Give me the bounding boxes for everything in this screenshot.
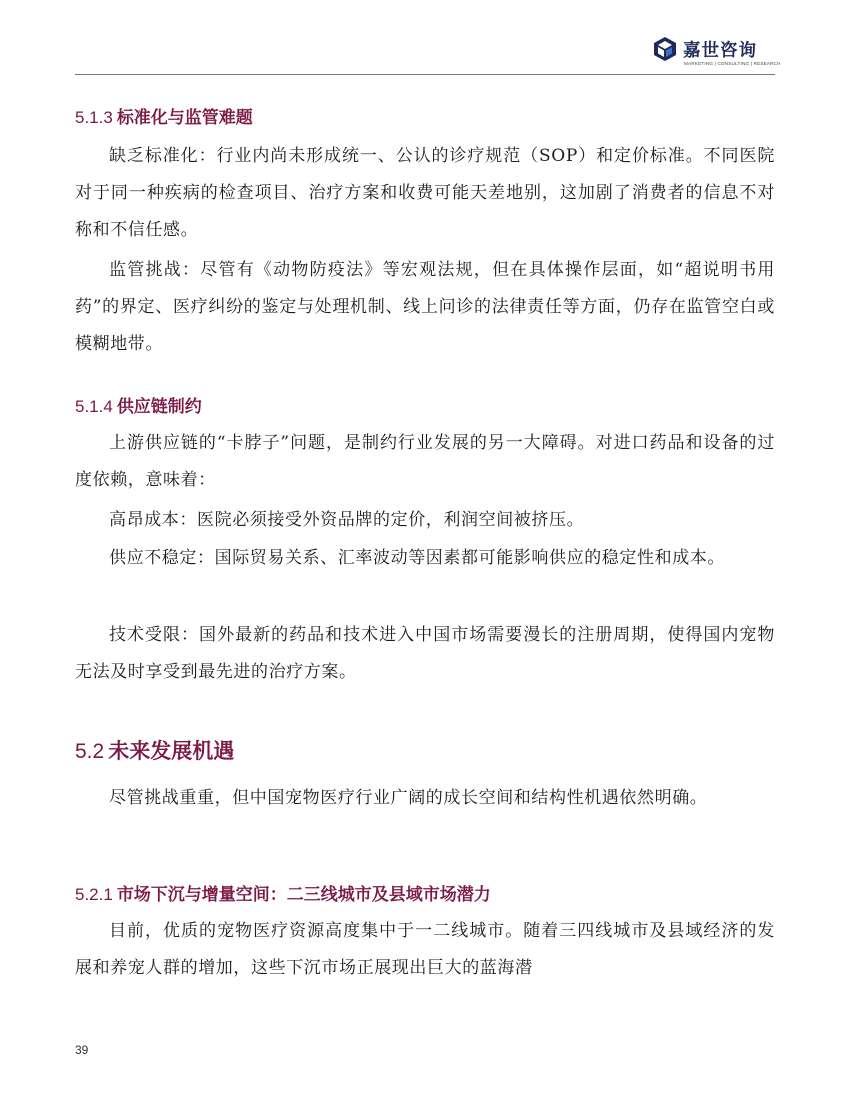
page-number: 39 [75, 1043, 89, 1057]
paragraph: 目前，优质的宠物医疗资源高度集中于一二线城市。随着三四线城市及县域经济的发展和养宠人群的增加，这些下沉市场正展现出巨大的蓝海潜 [75, 921, 775, 978]
heading-5-1-4 [75, 392, 202, 417]
heading-5-1-3 [75, 103, 253, 128]
heading-number: 5.1.4 [75, 397, 113, 416]
logo-mark-icon [652, 36, 678, 62]
paragraph: 尽管挑战重重，但中国宠物医疗行业广阔的成长空间和结构性机遇依然明确。 [109, 788, 708, 808]
heading-5-2 [75, 735, 234, 765]
paragraph: 缺乏标准化：行业内尚未形成统一、公认的诊疗规范（SOP）和定价标准。不同医院对于同一种疾病的检查项目、治疗方案和收费可能天差地别，这加剧了消费者的信息不对称和不信任感。 [75, 146, 775, 240]
heading-number: 5.2.1 [75, 885, 113, 904]
heading-number: 5.2 [75, 740, 105, 763]
heading-5-2-1 [75, 880, 491, 905]
heading-number: 5.1.3 [75, 108, 113, 127]
logo-chinese-name: 嘉世咨询 [683, 41, 757, 61]
heading-title: 供应链制约 [116, 397, 202, 417]
paragraph: 高昂成本：医院必须接受外资品牌的定价，利润空间被挤压。 [109, 510, 585, 530]
heading-title: 市场下沉与增量空间：二三线城市及县域市场潜力 [116, 885, 491, 905]
paragraph: 技术受限：国外最新的药品和技术进入中国市场需要漫长的注册周期，使得国内宠物无法及时享受到最先进的治疗方案。 [75, 625, 775, 682]
logo-tagline: MARKETING | CONSULTING | RESEARCH [684, 61, 781, 66]
paragraph: 上游供应链的“卡脖子”问题，是制约行业发展的另一大障碍。对进口药品和设备的过度依赖，意味着： [75, 433, 775, 490]
paragraph: 监管挑战：尽管有《动物防疫法》等宏观法规，但在具体操作层面，如“超说明书用药”的界定、医疗纠纷的鉴定与处理机制、线上问诊的法律责任等方面，仍存在监管空白或模糊地带。 [75, 260, 775, 354]
paragraph: 供应不稳定：国际贸易关系、汇率波动等因素都可能影响供应的稳定性和成本。 [109, 548, 725, 568]
heading-title: 未来发展机遇 [108, 738, 235, 763]
page-header [0, 0, 850, 76]
header-divider [75, 74, 775, 75]
company-logo [652, 36, 781, 70]
heading-title: 标准化与监管难题 [116, 108, 253, 128]
